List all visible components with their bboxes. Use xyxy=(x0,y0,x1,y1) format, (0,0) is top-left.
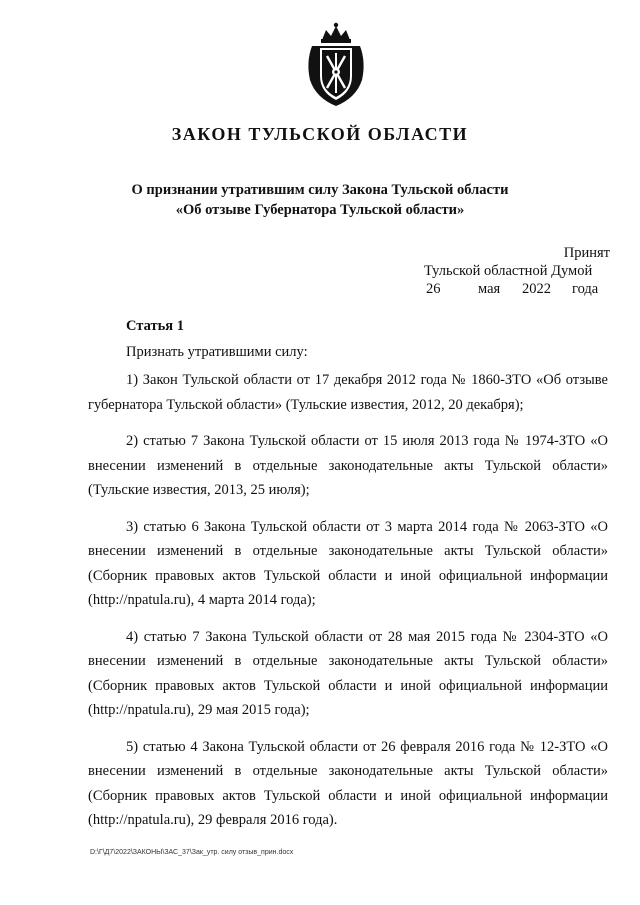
law-subtitle xyxy=(0,180,640,220)
subtitle-line: О признании утратившим силу Закона Тульской области xyxy=(131,182,509,198)
file-path-footer: D:\Г\Д7\2022\ЗАКОНЫ\ЗАС_37\Зак_утр. силу отзыв_прин.docx xyxy=(90,849,294,856)
article-item: 2) статью 7 Закона Тульской области от 15 июля 2013 года № 1974-ЗТО «О внесении изменений в отдельные законодательные акты Тульской области» (Тульские известия, 2013, 25 июля); xyxy=(88,433,608,498)
adoption-month: мая xyxy=(478,281,501,297)
law-title: ЗАКОН ТУЛЬСКОЙ ОБЛАСТИ xyxy=(171,124,469,144)
subtitle-line: «Об отзыве Губернатора Тульской области» xyxy=(175,202,465,218)
article-item: 3) статью 6 Закона Тульской области от 3 марта 2014 года № 2063-ЗТО «О внесении изменений в отдельные законодательные акты Тульской области» (Сборник правовых актов Тульской области и иной официальной информации (http://npatula.ru), 4 марта 2014 года); xyxy=(88,518,608,608)
article-item: 4) статью 7 Закона Тульской области от 28 мая 2015 года № 2304-ЗТО «О внесении изменений в отдельные законодательные акты Тульской области» (Сборник правовых актов Тульской области и иной официальной информации (http://npatula.ru), 29 мая 2015 года); xyxy=(88,628,608,718)
adoption-day: 26 xyxy=(426,281,441,297)
adopted-body: Тульской областной Думой xyxy=(424,263,593,279)
article-item: 5) статью 4 Закона Тульской области от 26 февраля 2016 года № 12-ЗТО «О внесении изменений в отдельные законодательные акты Тульской области» (Сборник правовых актов Тульской области и иной официальной информации (http://npatula.ru), 29 февраля 2016 года). xyxy=(88,738,608,828)
adoption-block xyxy=(424,244,610,298)
adopted-label: Принят xyxy=(563,245,610,261)
article-item: 1) Закон Тульской области от 17 декабря 2012 года № 1860-ЗТО «Об отзыве губернатора Тульской области» (Тульские известия, 2012, 20 декабря); xyxy=(88,372,608,413)
adoption-date xyxy=(424,280,610,298)
article-intro: Признать утратившими силу: xyxy=(126,344,308,360)
adoption-year-word: года xyxy=(572,281,599,297)
article-1 xyxy=(88,318,608,845)
adoption-year: 2022 xyxy=(522,281,551,297)
article-heading: Статья 1 xyxy=(126,318,184,334)
tula-region-coat-of-arms-icon xyxy=(300,22,372,108)
